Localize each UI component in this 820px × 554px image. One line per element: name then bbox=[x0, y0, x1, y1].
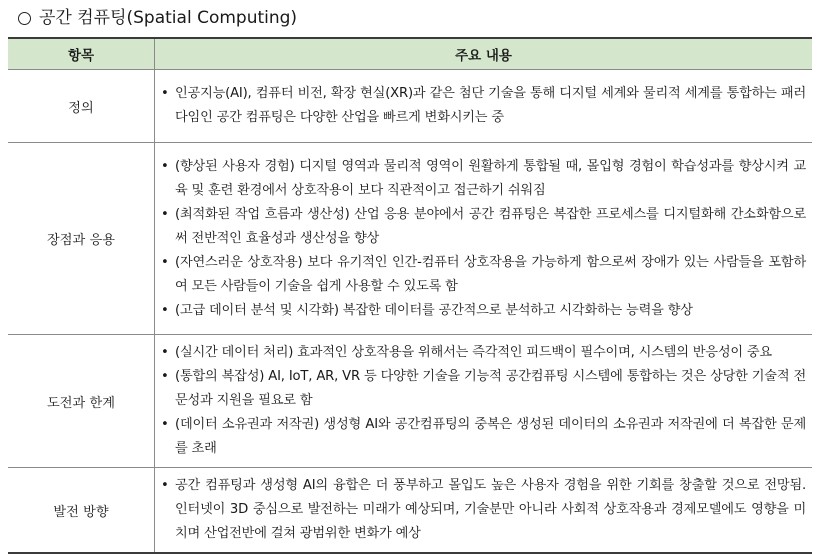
list-item: • (데이터 소유권과 저작권) 생성형 AI와 공간컴퓨팅의 중복은 생성된 데이터의 소유권과 저작권에 더 복잡한 문제를 초래 bbox=[161, 413, 806, 461]
bullet-icon: • bbox=[161, 86, 169, 101]
row-category: 장점과 응용 bbox=[8, 143, 155, 335]
bullet-icon: • bbox=[161, 478, 169, 493]
bullet-icon: • bbox=[161, 345, 169, 360]
bullet-icon: • bbox=[161, 417, 169, 432]
table-row bbox=[8, 468, 812, 554]
row-content bbox=[155, 335, 813, 468]
row-category: 정의 bbox=[8, 70, 155, 143]
bullet-icon: • bbox=[161, 369, 169, 384]
list-item: • (향상된 사용자 경험) 디지털 영역과 물리적 영역이 원활하게 통합될 때, 몰입형 경험이 학습성과를 향상시켜 교육 및 훈련 환경에서 상호작용이 보다 직관적이고 접근하기 쉬워짐 bbox=[161, 155, 806, 203]
table-row bbox=[8, 143, 812, 335]
row-content bbox=[155, 70, 813, 143]
section-heading bbox=[16, 6, 297, 30]
header-item: 항목 bbox=[8, 38, 155, 70]
list-item: • (자연스러운 상호작용) 보다 유기적인 인간-컴퓨터 상호작용을 가능하게 함으로써 장애가 있는 사람들을 포함하여 모든 사람들이 기술을 쉽게 사용할 수 있도록 함 bbox=[161, 251, 806, 299]
list-item: • (통합의 복잡성) AI, IoT, AR, VR 등 다양한 기술을 기능적 공간컴퓨팅 시스템에 통합하는 것은 상당한 기술적 전문성과 지원을 필요로 함 bbox=[161, 365, 806, 413]
list-item: • (실시간 데이터 처리) 효과적인 상호작용을 위해서는 즉각적인 피드백이 필수이며, 시스템의 반응성이 중요 bbox=[161, 341, 806, 365]
row-content bbox=[155, 468, 813, 554]
circle-bullet-icon bbox=[18, 12, 31, 25]
table-row bbox=[8, 70, 812, 143]
bullet-icon: • bbox=[161, 254, 169, 270]
table-row bbox=[8, 335, 812, 468]
header-content: 주요 내용 bbox=[155, 38, 813, 70]
list-item: • 인공지능(AI), 컴퓨터 비전, 확장 현실(XR)과 같은 첨단 기술을 통해 디지털 세계와 물리적 세계를 통합하는 패러다임인 공간 컴퓨팅은 다양한 산업을 빠르게 변화시키는 중 bbox=[161, 82, 806, 130]
bullet-icon: • bbox=[161, 158, 169, 174]
bullet-icon: • bbox=[161, 206, 169, 222]
content-table bbox=[8, 37, 812, 554]
heading-text: 공간 컴퓨팅(Spatial Computing) bbox=[39, 8, 298, 28]
row-category: 도전과 한계 bbox=[8, 335, 155, 468]
list-item: • (고급 데이터 분석 및 시각화) 복잡한 데이터를 공간적으로 분석하고 시각화하는 능력을 향상 bbox=[161, 299, 806, 323]
row-content bbox=[155, 143, 813, 335]
header-row bbox=[8, 38, 812, 70]
list-item: • (최적화된 작업 흐름과 생산성) 산업 응용 분야에서 공간 컴퓨팅은 복잡한 프로세스를 디지털화해 간소화함으로써 전반적인 효율성과 생산성을 향상 bbox=[161, 203, 806, 251]
bullet-icon: • bbox=[161, 302, 169, 318]
row-category: 발전 방향 bbox=[8, 468, 155, 554]
list-item: • 공간 컴퓨팅과 생성형 AI의 융합은 더 풍부하고 몰입도 높은 사용자 경험을 위한 기회를 창출할 것으로 전망됨. 인터넷이 3D 중심으로 발전하는 미래가 예상되며, 기술분만 아니라 사회적 상호작용과 경제모델에도 영향을 미치며 산업전반에 걸쳐 광범위한 변화가 예상 bbox=[161, 474, 806, 546]
